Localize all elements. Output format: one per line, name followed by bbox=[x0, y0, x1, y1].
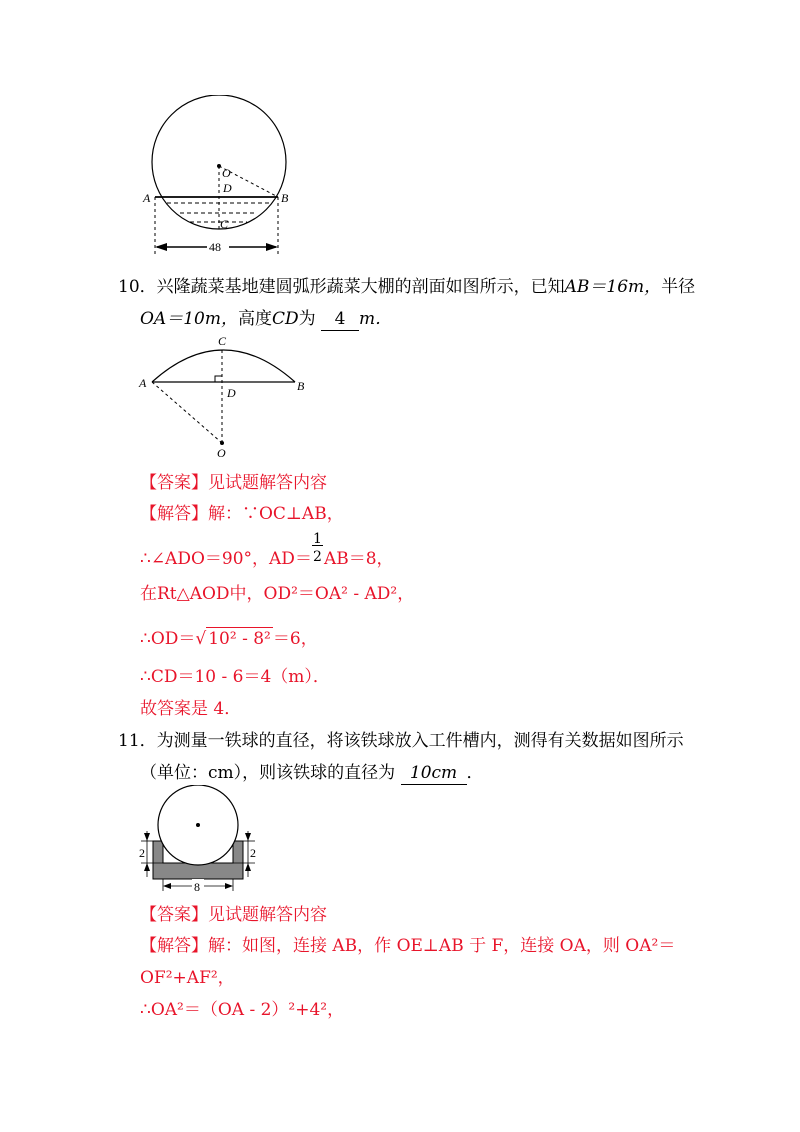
fraction-numerator: 1 bbox=[312, 531, 322, 547]
sqrt-content: 10² ‑ 8² bbox=[208, 629, 271, 649]
label-c: C bbox=[220, 217, 229, 231]
q10-step3 bbox=[140, 627, 318, 650]
q10-answer-tag: 【答案】 bbox=[140, 473, 208, 493]
segment-ao bbox=[152, 382, 222, 443]
bottom-width-label: 8 bbox=[194, 880, 200, 894]
q10-step1-head: ∴∠ADO＝90°，AD＝ bbox=[140, 549, 312, 569]
q11-text: 为测量一铁球的直径，将该铁球放入工件槽内，测得有关数据如图所示 bbox=[156, 731, 684, 751]
left-arrow-up bbox=[144, 863, 150, 871]
q11-answer: 10cm bbox=[409, 763, 458, 783]
q11-line1 bbox=[118, 730, 684, 752]
q10-unit: m． bbox=[359, 309, 393, 329]
q10-answer-line bbox=[140, 472, 327, 494]
q11-solution-line3: ∴OA²＝（OA ‑ 2）²+4²， bbox=[140, 1000, 345, 1020]
q10-number: 10． bbox=[118, 277, 157, 297]
fig-label-d: D bbox=[227, 386, 236, 400]
fig-label-b: B bbox=[297, 379, 305, 393]
left-height-label: 2 bbox=[139, 846, 145, 860]
q10-line1 bbox=[118, 276, 695, 298]
circle-chord-figure bbox=[135, 95, 305, 260]
q11-line2 bbox=[140, 762, 484, 785]
right-angle-mark bbox=[215, 376, 222, 382]
bottom-arrow-right bbox=[225, 883, 233, 889]
left-arrow-down bbox=[144, 833, 150, 841]
q10-ab: AB＝16m， bbox=[564, 277, 662, 297]
q10-step3-tail: ＝6， bbox=[272, 629, 318, 649]
q10-answer-blank bbox=[321, 308, 359, 331]
sqrt-symbol: √ bbox=[195, 629, 207, 649]
right-arrow-down bbox=[245, 833, 251, 841]
q10-radius-label: 半径 bbox=[661, 277, 696, 297]
fig-label-c: C bbox=[218, 334, 227, 348]
q11-answer-blank bbox=[401, 762, 467, 785]
arc-acb bbox=[152, 350, 295, 382]
q10-solution-head: 解：∵OC⊥AB， bbox=[208, 504, 344, 524]
q10-oa: OA＝10m， bbox=[140, 309, 238, 329]
q11-solution-tag: 【解答】 bbox=[140, 936, 208, 956]
fig-label-o: O bbox=[217, 446, 226, 460]
label-b: B bbox=[281, 191, 289, 205]
q11-answer-line bbox=[140, 904, 327, 926]
label-o: O bbox=[222, 166, 231, 180]
q10-step4: ∴CD＝10 ‑ 6＝4（m）． bbox=[140, 667, 330, 687]
center-point bbox=[217, 164, 221, 168]
q10-final: 故答案是 4． bbox=[140, 699, 242, 719]
right-arrow-up bbox=[245, 863, 251, 871]
q11-solution-line2: OF²+AF²， bbox=[140, 968, 235, 988]
q10-text: 兴隆蔬菜基地建圆弧形蔬菜大棚的剖面如图所示，已知 bbox=[156, 277, 565, 297]
q10-step1-tail: AB＝8， bbox=[323, 549, 394, 569]
right-height-label: 2 bbox=[250, 846, 256, 860]
arrow-left bbox=[155, 243, 167, 251]
q11-line2-tail: ． bbox=[466, 763, 484, 783]
q10-answer: 4 bbox=[334, 309, 346, 329]
groove-figure bbox=[135, 785, 260, 895]
q11-answer-tag: 【答案】 bbox=[140, 905, 208, 925]
q10-answer-text: 见试题解答内容 bbox=[208, 473, 327, 493]
bottom-arrow-left bbox=[163, 883, 171, 889]
fraction-denominator: 2 bbox=[312, 549, 322, 565]
q10-step3-head: ∴OD＝ bbox=[140, 629, 196, 649]
point-o bbox=[220, 441, 224, 445]
q11-line2-head: （单位：cm），则该铁球的直径为 bbox=[140, 763, 396, 783]
q11-number: 11． bbox=[118, 731, 157, 751]
q10-step2: 在Rt△AOD中，OD²＝OA² ‑ AD²， bbox=[140, 584, 415, 604]
q10-line2 bbox=[140, 308, 392, 331]
label-a: A bbox=[143, 191, 151, 205]
q10-cd: CD bbox=[271, 309, 299, 329]
width-label: 48 bbox=[209, 240, 221, 254]
q10-solution-tag: 【解答】 bbox=[140, 504, 208, 524]
q10-step1 bbox=[140, 531, 394, 570]
q10-is: 为 bbox=[298, 309, 316, 329]
label-d: D bbox=[223, 181, 232, 195]
ball-center bbox=[196, 823, 200, 827]
q11-solution-text: 解：如图，连接 AB，作 OE⊥AB 于 F，连接 OA，则 OA²＝ bbox=[208, 936, 676, 956]
arrow-right bbox=[266, 243, 278, 251]
fraction bbox=[312, 531, 324, 570]
q10-solution-line bbox=[140, 503, 344, 525]
fig-label-a: A bbox=[139, 376, 147, 390]
q11-solution-line1 bbox=[140, 935, 675, 957]
q10-height-label: 高度 bbox=[237, 309, 272, 329]
arc-figure bbox=[135, 330, 315, 460]
q11-answer-text: 见试题解答内容 bbox=[208, 905, 327, 925]
